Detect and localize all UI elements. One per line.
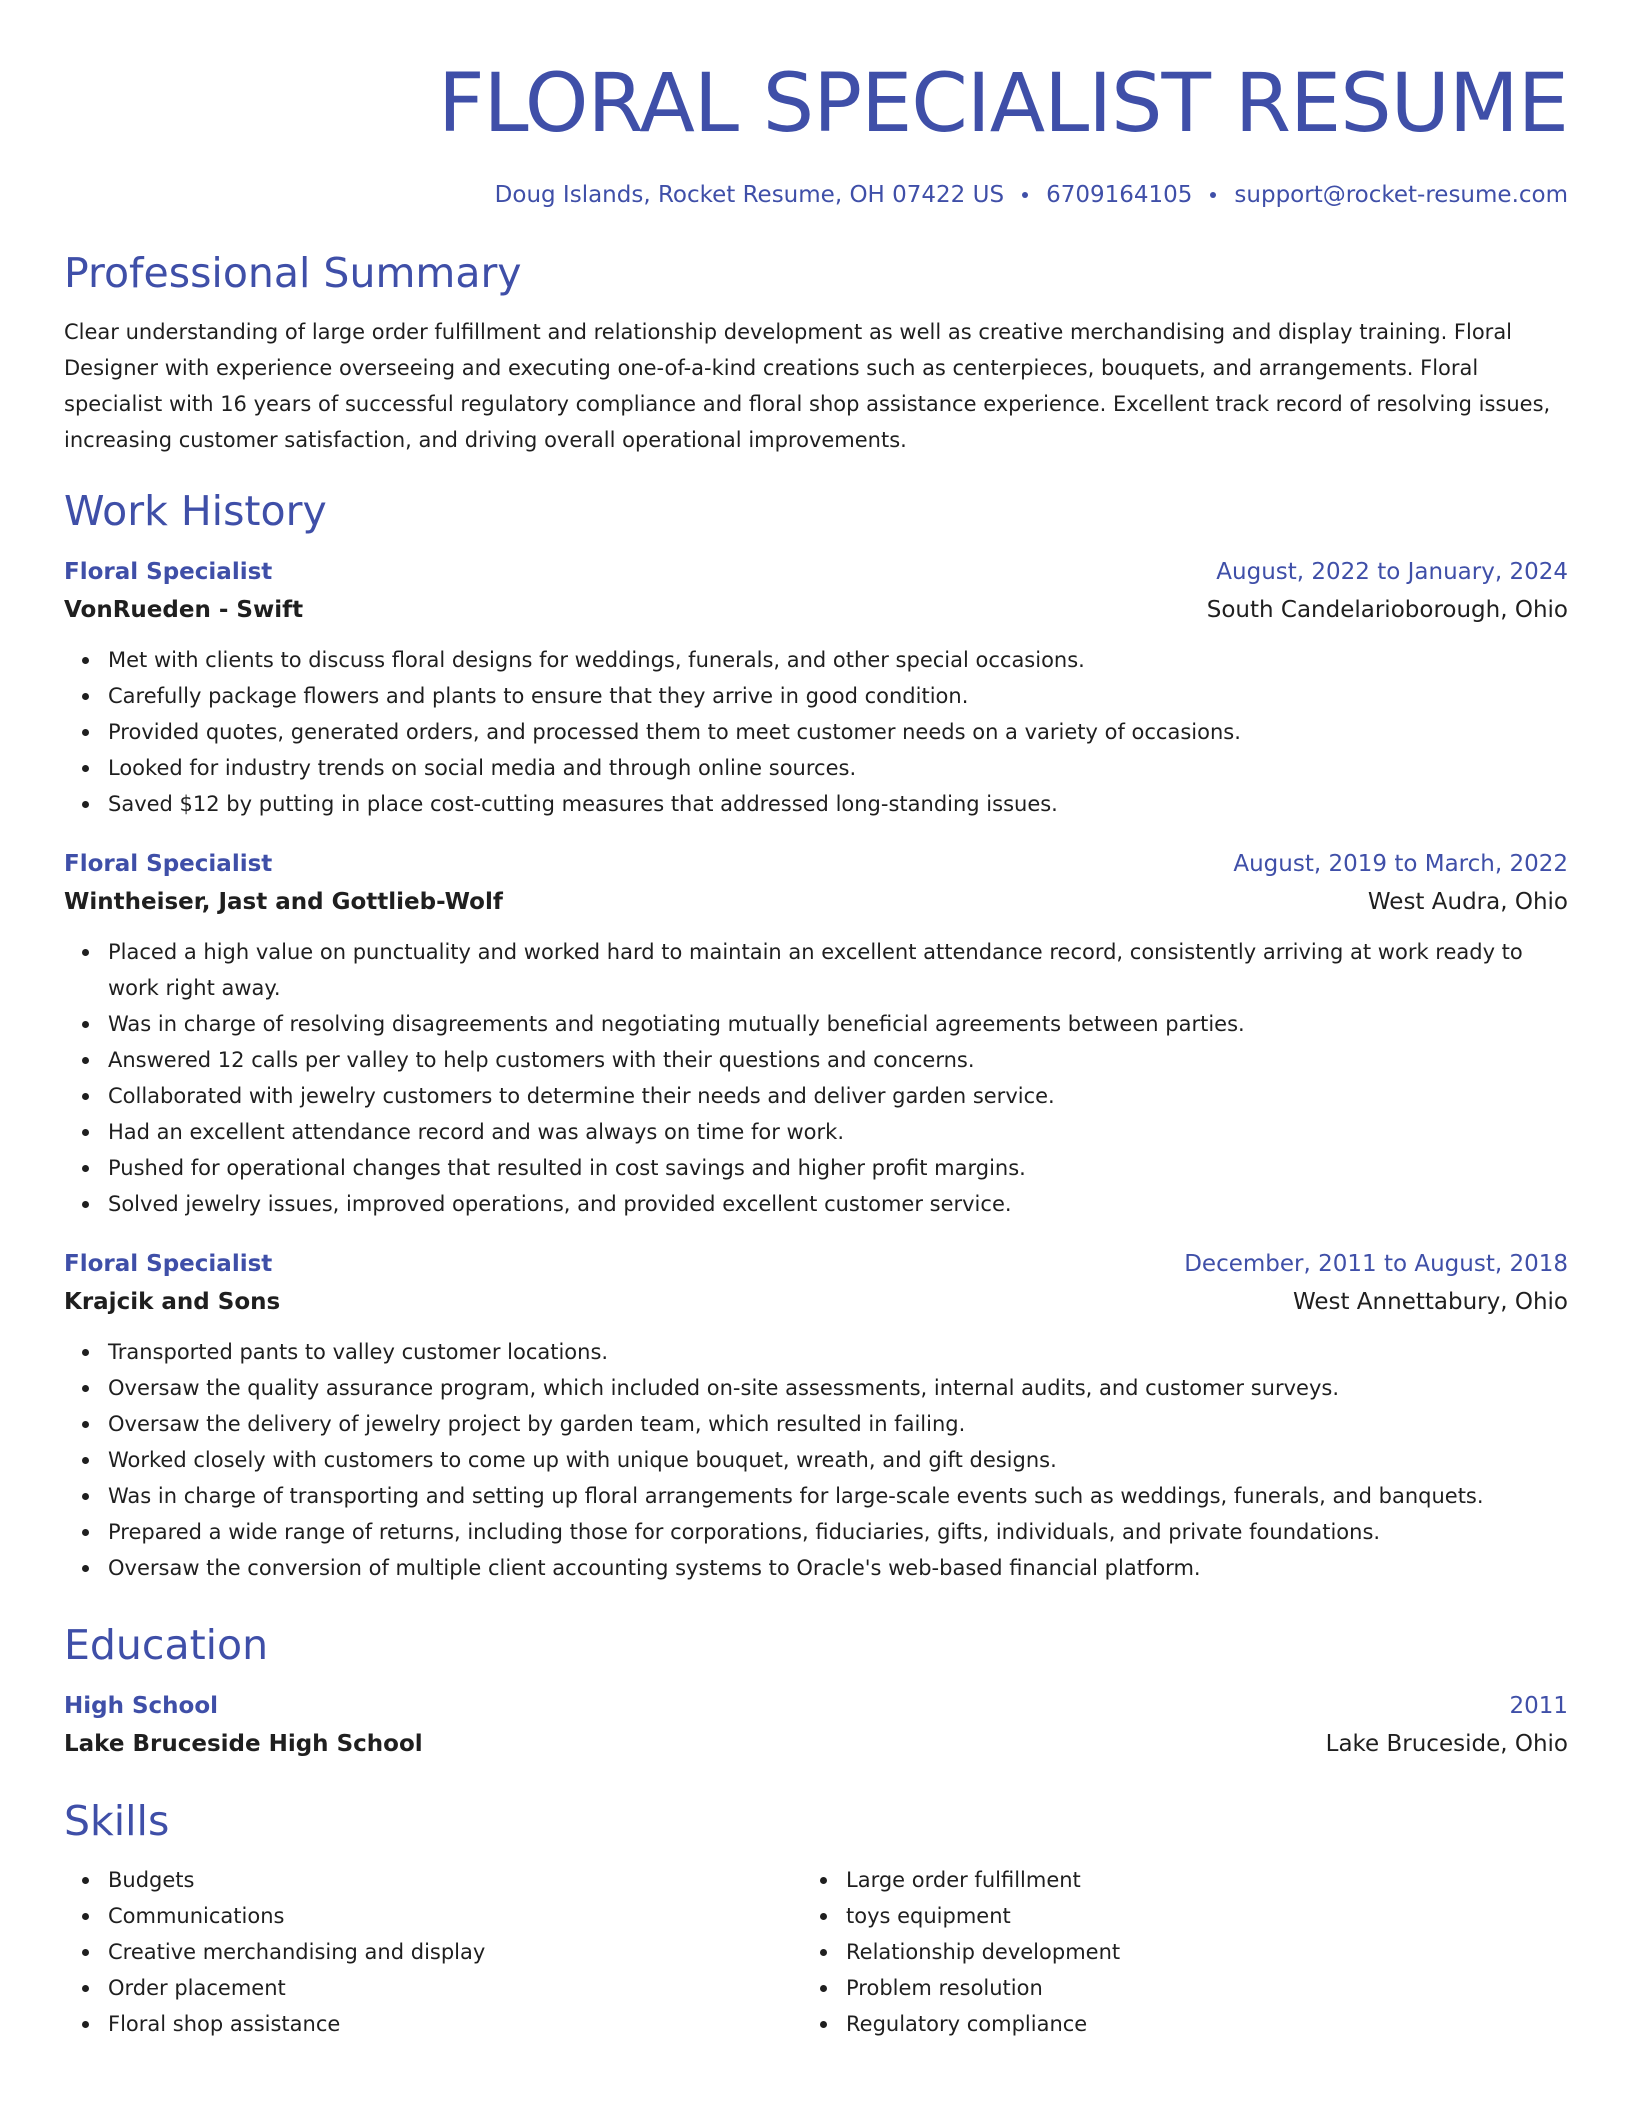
job-bullet: Prepared a wide range of returns, including those for corporations, fiduciaries, gifts, individuals, and private foundations. xyxy=(108,1514,1568,1550)
contact-separator xyxy=(1210,192,1216,198)
job-bullet: Met with clients to discuss floral designs for weddings, funerals, and other special occasions. xyxy=(108,642,1568,678)
education-heading: Education xyxy=(64,1621,269,1669)
skill-item: Regulatory compliance xyxy=(846,2006,1540,2042)
contact-address: Doug Islands, Rocket Resume, OH 07422 US xyxy=(494,182,1005,208)
summary-heading: Professional Summary xyxy=(64,249,522,297)
job-employer-row xyxy=(64,590,1568,630)
job-bullet: Oversaw the delivery of jewelry project by garden team, which resulted in failing. xyxy=(108,1406,1568,1442)
job-entry xyxy=(64,1246,1568,1586)
skill-item: Order placement xyxy=(108,1970,802,2006)
education-school-row xyxy=(64,1724,1568,1764)
job-title-row xyxy=(64,554,1568,590)
job-bullets xyxy=(64,934,1568,1222)
skills-bullets xyxy=(802,1862,1540,2042)
job-employer: Krajcik and Sons xyxy=(64,1289,281,1315)
job-bullet: Transported pants to valley customer locations. xyxy=(108,1334,1568,1370)
job-bullet: Oversaw the quality assurance program, which included on-site assessments, internal audits, and customer surveys. xyxy=(108,1370,1568,1406)
skill-item: Communications xyxy=(108,1898,802,1934)
skills-heading: Skills xyxy=(64,1797,170,1845)
education-year: 2011 xyxy=(1509,1693,1568,1719)
job-dates: August, 2019 to March, 2022 xyxy=(1233,851,1568,877)
job-bullet: Looked for industry trends on social media and through online sources. xyxy=(108,750,1568,786)
job-dates: December, 2011 to August, 2018 xyxy=(1184,1251,1568,1277)
job-bullet: Oversaw the conversion of multiple client accounting systems to Oracle's web-based financial platform. xyxy=(108,1550,1568,1586)
job-dates: August, 2022 to January, 2024 xyxy=(1216,559,1568,585)
education-location: Lake Bruceside, Ohio xyxy=(1325,1731,1568,1757)
education-entry xyxy=(64,1688,1568,1764)
job-bullets xyxy=(64,1334,1568,1586)
contact-line xyxy=(64,180,1568,210)
education-school: Lake Bruceside High School xyxy=(64,1731,423,1757)
work-history-heading: Work History xyxy=(64,487,327,535)
job-employer-row xyxy=(64,882,1568,922)
skill-item: toys equipment xyxy=(846,1898,1540,1934)
job-employer: VonRueden - Swift xyxy=(64,597,304,623)
job-bullet: Was in charge of transporting and setting up floral arrangements for large-scale events such as weddings, funerals, and banquets. xyxy=(108,1478,1568,1514)
job-title: Floral Specialist xyxy=(64,851,273,877)
skill-item: Relationship development xyxy=(846,1934,1540,1970)
job-entry xyxy=(64,846,1568,1222)
job-title: Floral Specialist xyxy=(64,1251,273,1277)
contact-phone: 6709164105 xyxy=(1046,182,1193,208)
job-bullets xyxy=(64,642,1568,822)
contact-email: support@rocket-resume.com xyxy=(1234,182,1568,208)
job-bullet: Pushed for operational changes that resulted in cost savings and higher profit margins. xyxy=(108,1150,1568,1186)
job-bullet: Placed a high value on punctuality and worked hard to maintain an excellent attendance record, consistently arriving at work ready to work right away. xyxy=(108,934,1568,1006)
job-title-row xyxy=(64,1246,1568,1282)
job-bullet: Collaborated with jewelry customers to determine their needs and deliver garden service. xyxy=(108,1078,1568,1114)
job-entry xyxy=(64,554,1568,822)
job-location: West Audra, Ohio xyxy=(1367,889,1568,915)
skills-column-right xyxy=(802,1862,1540,2042)
job-bullet: Solved jewelry issues, improved operations, and provided excellent customer service. xyxy=(108,1186,1568,1222)
skills-list xyxy=(64,1862,1568,2042)
education-degree-row xyxy=(64,1688,1568,1724)
job-title-row xyxy=(64,846,1568,882)
education-degree: High School xyxy=(64,1693,219,1719)
job-bullet: Provided quotes, generated orders, and processed them to meet customer needs on a variety of occasions. xyxy=(108,714,1568,750)
job-bullet: Saved $12 by putting in place cost-cutting measures that addressed long-standing issues. xyxy=(108,786,1568,822)
job-bullet: Worked closely with customers to come up with unique bouquet, wreath, and gift designs. xyxy=(108,1442,1568,1478)
summary-text: Clear understanding of large order fulfillment and relationship development as well as creative merchandising and display training. Floral Designer with experience overseeing and executing one-of-a-kind creations such as centerpieces, bouquets, and arrangements. Floral specialist with 16 years of successful regulatory compliance and floral shop assistance experience. Excellent track record of resolving issues, increasing customer satisfaction, and driving overall operational improvements. xyxy=(64,320,1551,452)
skill-item: Large order fulfillment xyxy=(846,1862,1540,1898)
job-bullet: Carefully package flowers and plants to ensure that they arrive in good condition. xyxy=(108,678,1568,714)
contact-separator xyxy=(1022,192,1028,198)
job-location: South Candelarioborough, Ohio xyxy=(1206,597,1568,623)
job-employer-row xyxy=(64,1282,1568,1322)
job-bullet: Had an excellent attendance record and was always on time for work. xyxy=(108,1114,1568,1150)
resume-title: FLORAL SPECIALIST RESUME xyxy=(437,57,1568,151)
skill-item: Creative merchandising and display xyxy=(108,1934,802,1970)
job-title: Floral Specialist xyxy=(64,559,273,585)
skills-column-left xyxy=(64,1862,802,2042)
resume-header xyxy=(64,56,1568,210)
skill-item: Budgets xyxy=(108,1862,802,1898)
job-location: West Annettabury, Ohio xyxy=(1292,1289,1568,1315)
skills-bullets xyxy=(64,1862,802,2042)
job-bullet: Was in charge of resolving disagreements and negotiating mutually beneficial agreements between parties. xyxy=(108,1006,1568,1042)
job-bullet: Answered 12 calls per valley to help customers with their questions and concerns. xyxy=(108,1042,1568,1078)
skill-item: Floral shop assistance xyxy=(108,2006,802,2042)
skill-item: Problem resolution xyxy=(846,1970,1540,2006)
job-employer: Wintheiser, Jast and Gottlieb-Wolf xyxy=(64,889,503,915)
